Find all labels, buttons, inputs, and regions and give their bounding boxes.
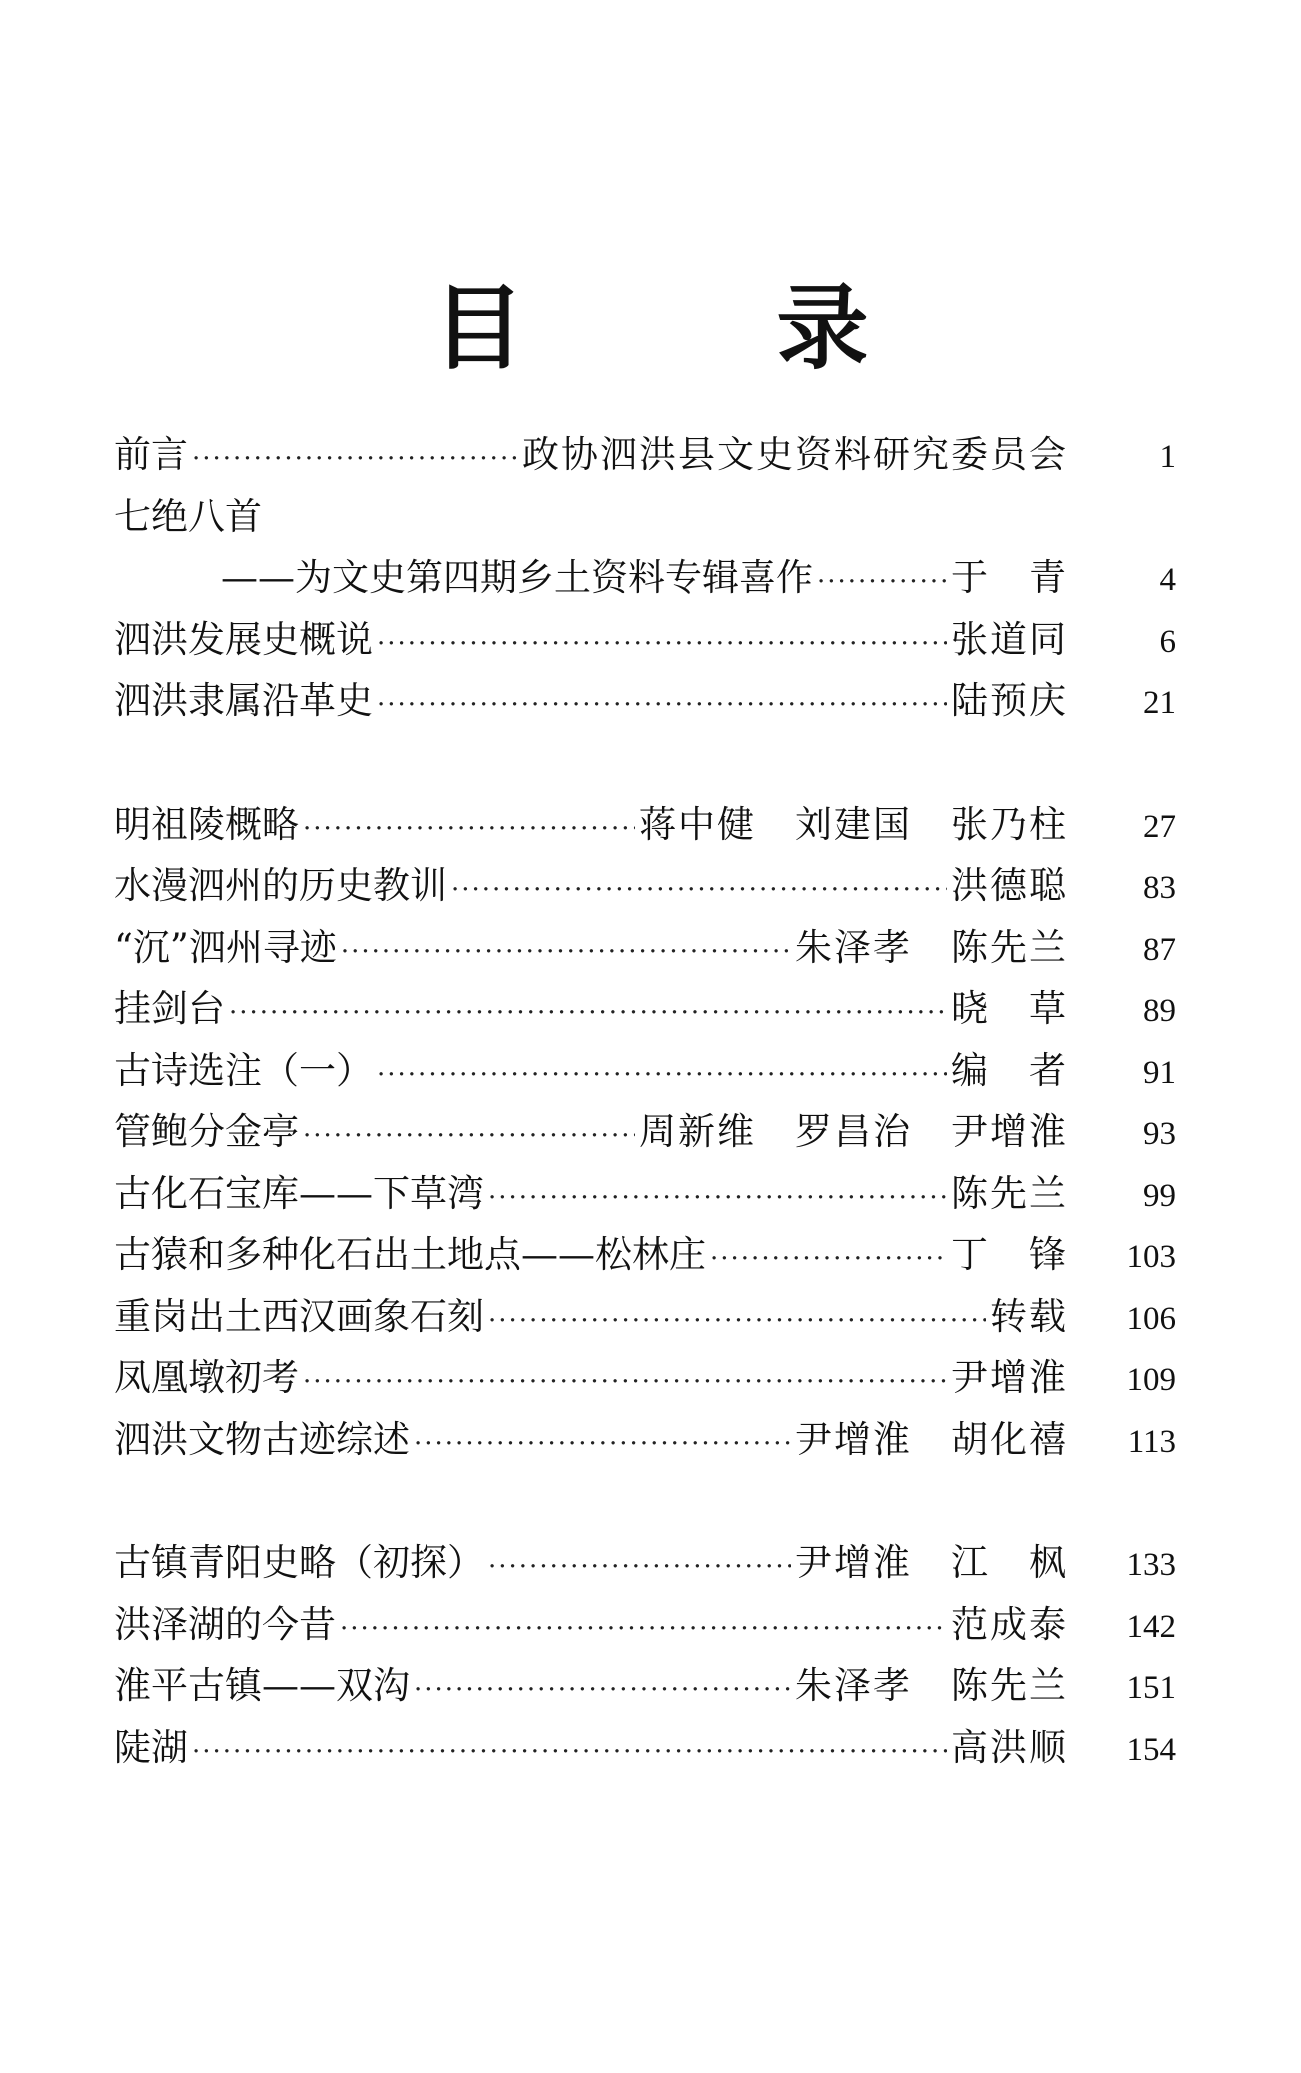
toc-entry-title: 古化石宝库——下草湾	[114, 1171, 484, 1215]
toc-entry-page: 4	[1159, 562, 1176, 598]
toc-entry-title: 古镇青阳史略（初探）	[114, 1541, 484, 1584]
toc-entry-page: 91	[1143, 1054, 1176, 1091]
toc-leader-dots	[710, 1229, 947, 1291]
toc-entry-author: 朱泽孝 陈先兰	[795, 1664, 1068, 1707]
toc-entry-author: 陆预庆	[951, 679, 1068, 722]
toc-entry-title: 陡湖	[114, 1725, 188, 1769]
toc-entry-page: 109	[1126, 1362, 1176, 1398]
table-of-contents	[114, 424, 1176, 1778]
toc-entry-page: 133	[1126, 1547, 1176, 1583]
toc-leader-dots	[192, 429, 518, 491]
toc-entry-title: 挂剑台	[114, 987, 225, 1030]
toc-leader-dots	[451, 860, 947, 922]
toc-entry	[114, 1655, 1176, 1717]
toc-entry	[114, 1594, 1176, 1656]
toc-entry	[114, 978, 1176, 1040]
toc-entry	[114, 1040, 1176, 1102]
toc-leader-dots	[414, 1660, 791, 1722]
toc-entry-author: 尹增淮 江 枫	[795, 1541, 1068, 1584]
toc-entry	[114, 794, 1176, 856]
toc-leader-dots	[488, 1168, 947, 1230]
toc-leader-dots	[377, 675, 947, 737]
toc-entry	[114, 1532, 1176, 1594]
toc-entry-author: 洪德聪	[951, 864, 1068, 907]
toc-entry-title: 古诗选注（一）	[114, 1048, 373, 1092]
toc-leader-dots	[229, 983, 947, 1045]
toc-entry-title: “沉”泗州寻迹	[114, 925, 337, 969]
toc-entry-page: 142	[1126, 1608, 1176, 1645]
toc-entry-author: 周新维 罗昌治 尹增淮	[639, 1110, 1068, 1153]
toc-leader-dots	[303, 1106, 635, 1168]
toc-entry	[114, 855, 1176, 917]
toc-entry-author: 范成泰	[951, 1602, 1068, 1646]
toc-entry-page: 21	[1143, 685, 1176, 721]
toc-entry-title: 管鲍分金亭	[114, 1110, 299, 1153]
toc-leader-dots	[303, 1352, 947, 1414]
toc-entry	[114, 1224, 1176, 1286]
page-title: 目 录	[432, 274, 979, 382]
toc-entry-title: 淮平古镇——双沟	[114, 1664, 410, 1707]
toc-entry	[114, 486, 1176, 548]
toc-entry-page: 27	[1143, 808, 1176, 845]
toc-entry-author: 尹增淮	[951, 1356, 1068, 1399]
toc-entry	[114, 1286, 1176, 1348]
toc-entry-page: 83	[1143, 870, 1176, 906]
toc-entry-title: 前言	[114, 433, 188, 476]
toc-entry	[114, 1717, 1176, 1779]
toc-entry-author: 于 青	[951, 556, 1068, 599]
toc-leader-dots	[817, 552, 947, 614]
toc-entry-author: 陈先兰	[951, 1171, 1068, 1215]
toc-leader-dots	[377, 614, 947, 676]
toc-entry-author: 丁 锋	[951, 1233, 1068, 1276]
toc-leader-dots	[340, 1599, 947, 1661]
toc-entry	[114, 1101, 1176, 1163]
toc-entry-author: 张道同	[951, 617, 1068, 661]
toc-entry-page: 106	[1126, 1300, 1176, 1337]
toc-entry-page: 113	[1127, 1423, 1176, 1460]
toc-entry-page: 1	[1159, 439, 1176, 475]
toc-entry-page: 154	[1126, 1731, 1176, 1768]
toc-entry-author: 高洪顺	[951, 1725, 1068, 1769]
toc-leader-dots	[488, 1291, 986, 1353]
toc-entry-title: 七绝八首	[114, 494, 262, 538]
toc-entry-title: 洪泽湖的今昔	[114, 1602, 336, 1646]
toc-entry-title: 凤凰墩初考	[114, 1356, 299, 1399]
toc-entry-page: 99	[1143, 1177, 1176, 1214]
toc-entry-title: 重岗出土西汉画象石刻	[114, 1294, 484, 1338]
toc-entry-page: 93	[1143, 1116, 1176, 1152]
toc-entry	[114, 609, 1176, 671]
toc-entry-page: 89	[1143, 993, 1176, 1029]
toc-leader-dots	[192, 1722, 947, 1784]
toc-entry	[114, 1409, 1176, 1471]
toc-entry-author: 蒋中健 刘建国 张乃柱	[639, 802, 1068, 846]
toc-entry-page: 103	[1126, 1239, 1176, 1275]
toc-entry	[114, 424, 1176, 486]
toc-entry-title: 水漫泗州的历史教训	[114, 864, 447, 907]
toc-leader-dots	[414, 1414, 791, 1476]
toc-entry-title: 泗洪文物古迹综述	[114, 1417, 410, 1461]
toc-entry-title: 泗洪发展史概说	[114, 617, 373, 661]
toc-entry-author: 转载	[990, 1294, 1068, 1338]
toc-entry	[114, 670, 1176, 732]
toc-leader-dots	[377, 1045, 947, 1107]
toc-entry	[114, 1163, 1176, 1225]
toc-entry	[114, 917, 1176, 979]
toc-entry-author: 朱泽孝 陈先兰	[795, 925, 1068, 969]
toc-entry-title: ——为文史第四期乡土资料专辑喜作	[221, 556, 813, 599]
toc-entry	[114, 547, 1176, 609]
toc-leader-dots	[303, 799, 635, 861]
toc-entry	[114, 1347, 1176, 1409]
toc-entry-page: 151	[1126, 1670, 1176, 1706]
toc-leader-dots	[488, 1537, 791, 1599]
toc-entry-title: 明祖陵概略	[114, 802, 299, 846]
toc-entry-author: 尹增淮 胡化禧	[795, 1417, 1068, 1461]
toc-entry-title: 泗洪隶属沿革史	[114, 679, 373, 722]
toc-entry-author: 政协泗洪县文史资料研究委员会	[522, 433, 1068, 476]
toc-entry-author: 晓 草	[951, 987, 1068, 1030]
toc-entry-page: 6	[1159, 623, 1176, 660]
toc-entry-page: 87	[1143, 931, 1176, 968]
toc-leader-dots	[341, 922, 791, 984]
toc-entry-author: 编 者	[951, 1048, 1068, 1092]
toc-entry-title: 古猿和多种化石出土地点——松林庄	[114, 1233, 706, 1276]
